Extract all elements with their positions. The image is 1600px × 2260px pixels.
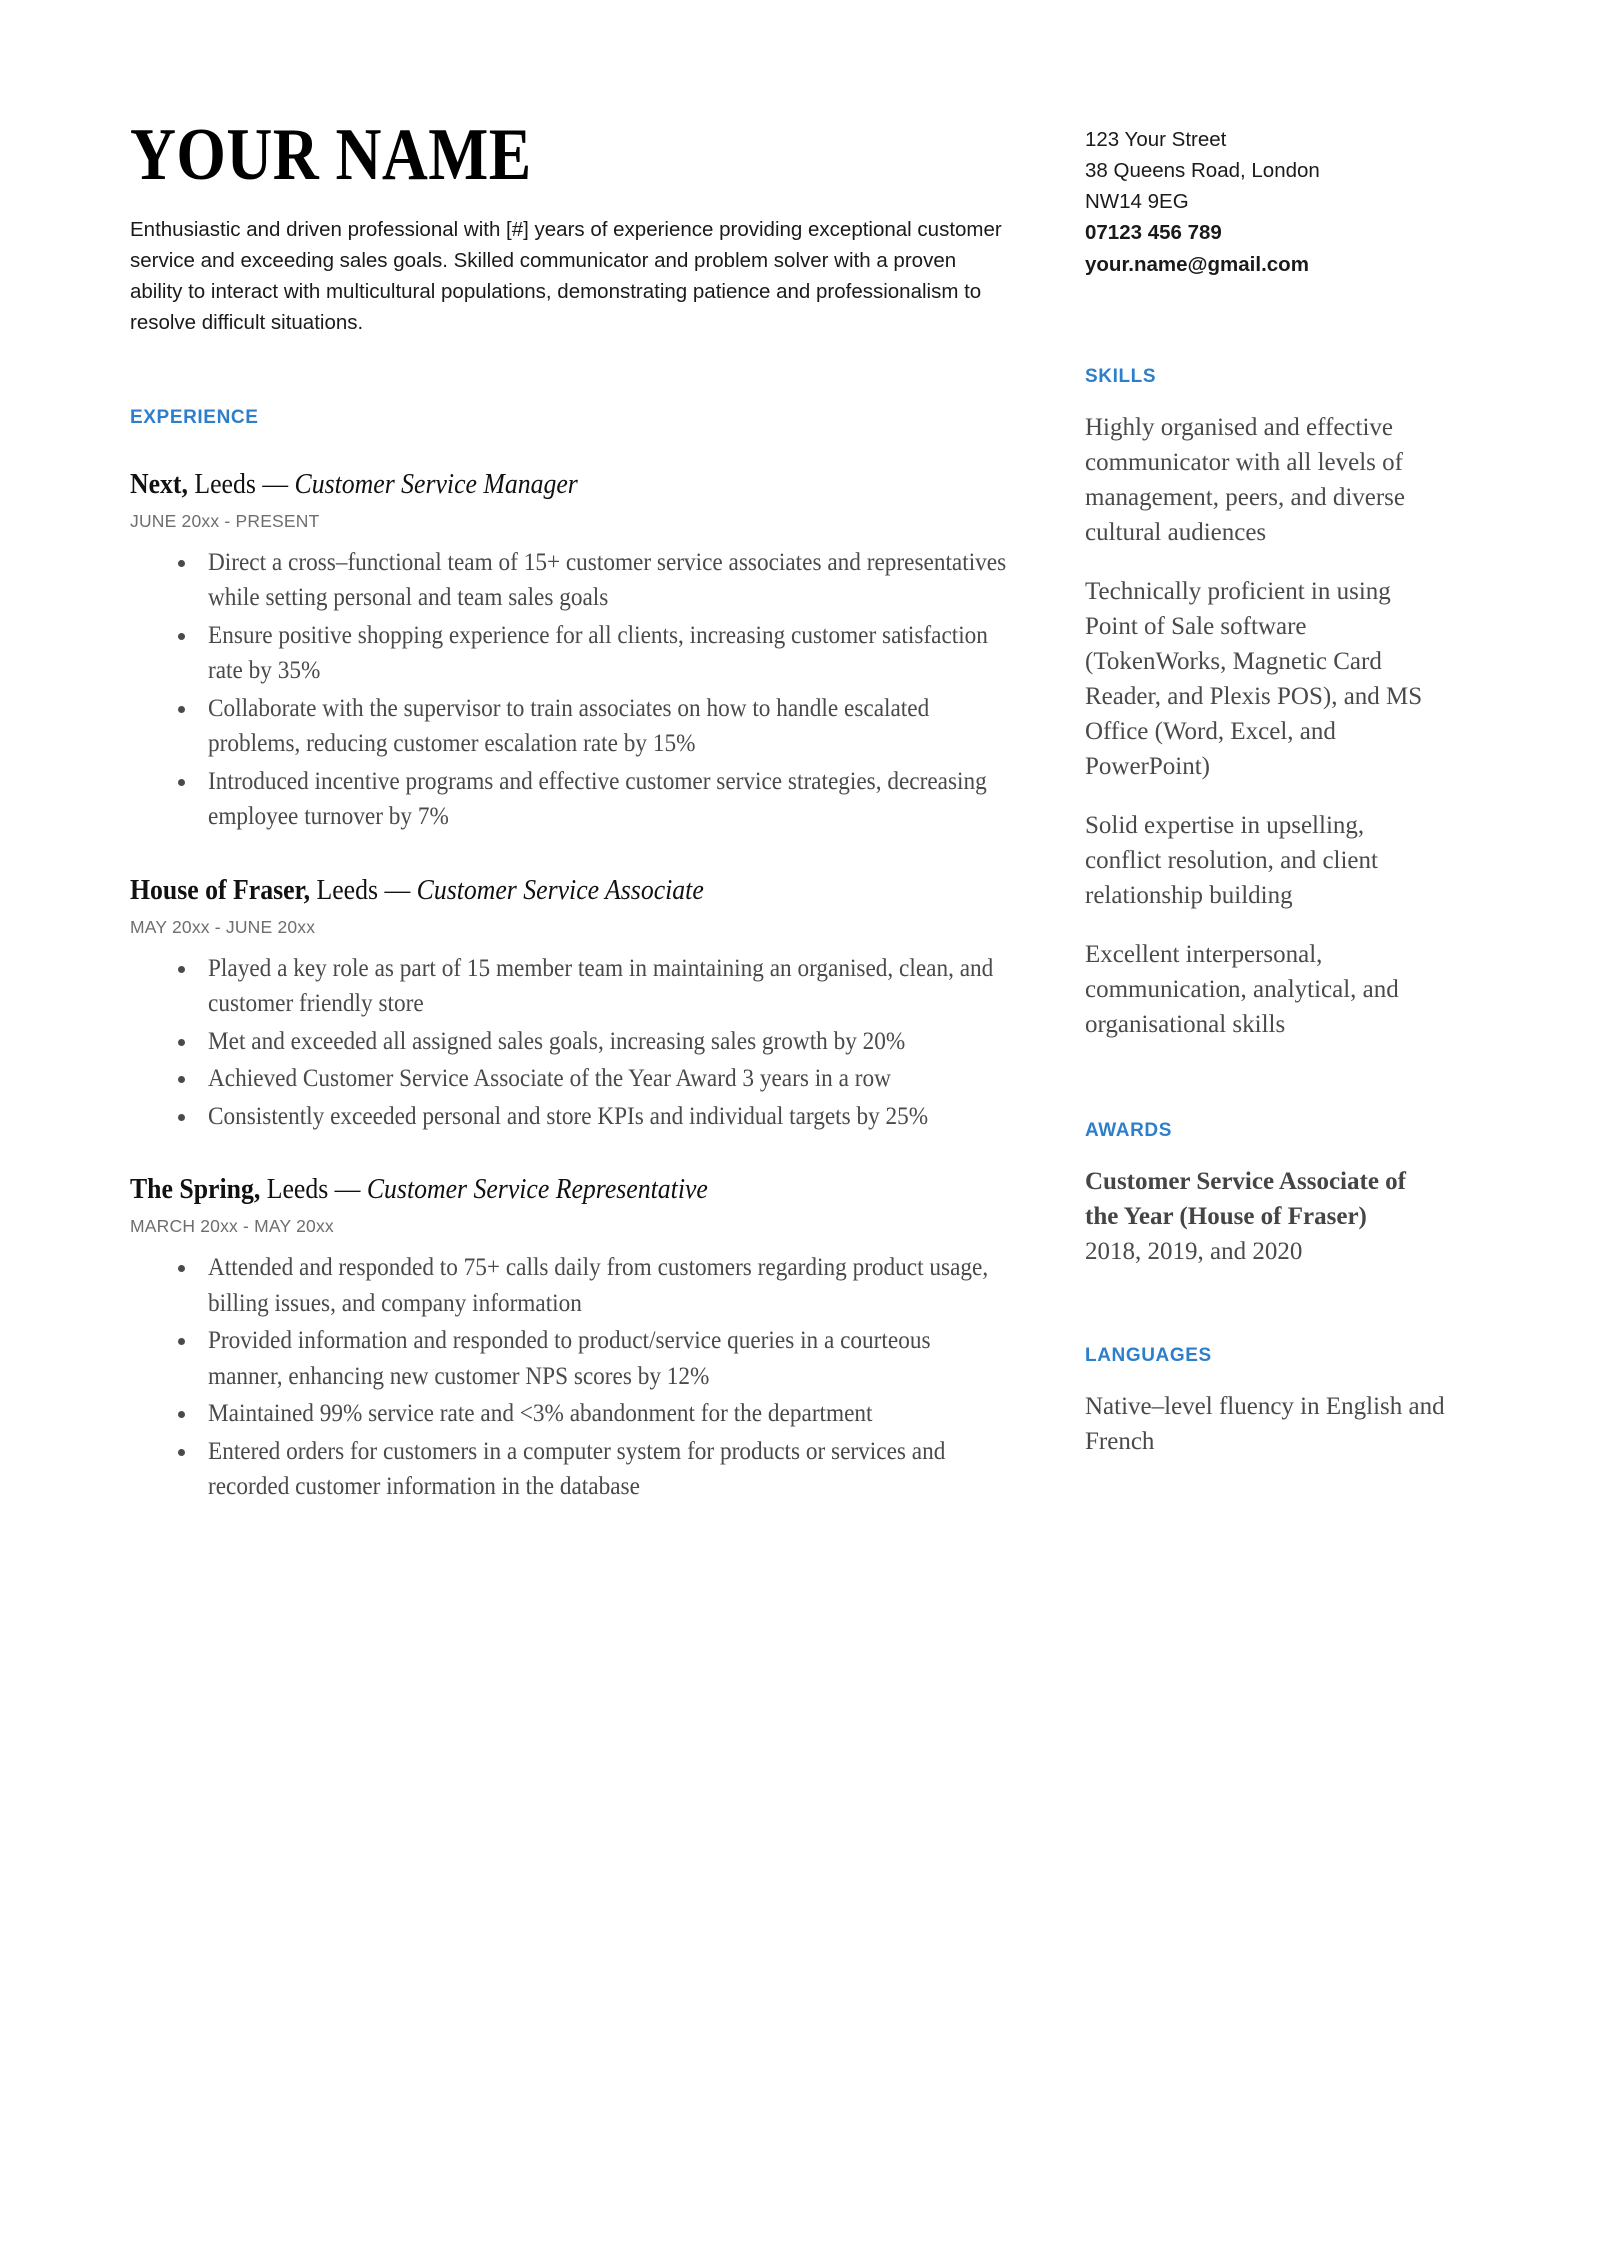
job-bullet: Ensure positive shopping experience for all clients, increasing customer satisfaction rate by 35% [130,618,1010,689]
job-date-range: MARCH 20xx - MAY 20xx [130,1216,334,1237]
job-location: Leeds [266,1174,329,1206]
main-column [130,0,1010,1507]
job-bullet: Achieved Customer Service Associate of the Year Award 3 years in a row [130,1061,1010,1097]
experience-item [130,1172,1010,1505]
professional-summary: Enthusiastic and driven professional with [#] years of experience providing exceptional customer service and exceeding sales goals. Skilled communicator and problem solver with a proven ability to interact with multicultural populations, demonstrating patience and professionalism to resolve difficult situations. [130,218,1002,335]
experience-section [130,407,1010,1505]
job-bullet: Played a key role as part of 15 member team in maintaining an organised, clean, and customer friendly store [130,951,1010,1022]
awards-section [1085,1120,1445,1269]
skill-item: Technically proficient in using Point of Sale software (TokenWorks, Magnetic Card Reader, and Plexis POS), and MS Office (Word, Excel, and PowerPoint) [1085,577,1423,780]
job-bullet: Consistently exceeded personal and store KPIs and individual targets by 25% [130,1099,1010,1135]
job-bullet: Met and exceeded all assigned sales goals, increasing sales growth by 20% [130,1024,1010,1060]
job-bullet: Provided information and responded to product/service queries in a courteous manner, enhancing new customer NPS scores by 12% [130,1323,1010,1394]
section-heading-awards: AWARDS [1085,1119,1172,1141]
job-dash: — [262,468,289,500]
job-title-line [130,467,940,502]
job-bullet-list [130,1250,1010,1505]
section-heading-languages: LANGUAGES [1085,1344,1212,1366]
job-role: Customer Service Representative [366,1174,708,1206]
job-title-line [130,1172,940,1207]
skill-item: Highly organised and effective communicator with all levels of management, peers, and diverse cultural audiences [1085,413,1406,546]
contact-street: 123 Your Street [1085,128,1227,151]
job-company: Next, [130,468,188,500]
job-date-range: JUNE 20xx - PRESENT [130,510,320,531]
job-title-line [130,873,940,908]
job-bullet-list [130,545,1010,835]
job-bullet: Attended and responded to 75+ calls daily from customers regarding product usage, billing issues, and company information [130,1250,1010,1321]
contact-address: 38 Queens Road, London [1085,159,1320,183]
skills-section [1085,366,1445,1042]
sidebar-column [1085,0,1445,1459]
experience-item [130,873,1010,1135]
contact-postcode: NW14 9EG [1085,190,1189,214]
experience-item [130,467,1010,835]
job-date-range: MAY 20xx - JUNE 20xx [130,916,316,937]
job-dash: — [384,874,411,906]
award-years: 2018, 2019, and 2020 [1085,1237,1303,1265]
job-role: Customer Service Associate [416,874,704,906]
contact-email[interactable]: your.name@gmail.com [1085,252,1309,276]
job-bullet: Introduced incentive programs and effective customer service strategies, decreasing employee turnover by 7% [130,764,1010,835]
job-company: The Spring, [130,1174,261,1206]
languages-section [1085,1345,1445,1459]
job-bullet: Maintained 99% service rate and <3% abandonment for the department [130,1396,1010,1432]
job-bullet-list [130,951,1010,1135]
job-bullet: Entered orders for customers in a computer system for products or services and recorded customer information in the database [130,1434,1010,1505]
contact-phone[interactable]: 07123 456 789 [1085,221,1222,245]
job-dash: — [334,1174,361,1206]
job-role: Customer Service Manager [294,468,578,500]
job-company: House of Fraser, [130,874,311,906]
skill-item: Solid expertise in upselling, conflict resolution, and client relationship building [1085,811,1378,909]
award-title: Customer Service Associate of the Year (House of Fraser) [1085,1167,1406,1230]
section-heading-skills: SKILLS [1085,365,1157,387]
skill-item: Excellent interpersonal, communication, analytical, and organisational skills [1085,940,1399,1038]
job-location: Leeds [194,468,256,500]
section-heading-experience: EXPERIENCE [130,406,259,428]
page-title: YOUR NAME [130,114,532,196]
job-bullet: Direct a cross–functional team of 15+ customer service associates and representatives while setting personal and team sales goals [130,545,1010,616]
job-bullet: Collaborate with the supervisor to train associates on how to handle escalated problems, reducing customer escalation rate by 15% [130,691,1010,762]
contact-block [1085,0,1445,280]
language-item: Native–level fluency in English and French [1085,1392,1445,1455]
job-location: Leeds [316,874,379,906]
